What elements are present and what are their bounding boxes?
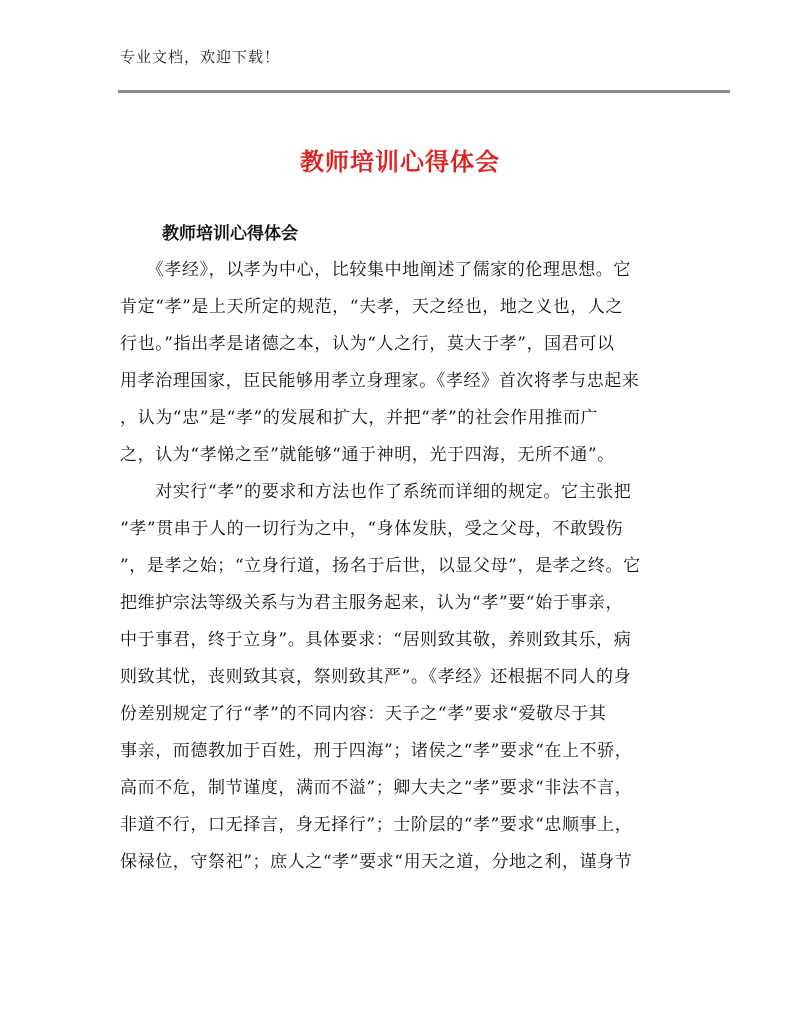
body-line: 事亲，而德教加于百姓，刑于四海”；诸侯之“孝”要求“在上不骄，: [120, 741, 633, 761]
header-text: 专业文档，欢迎下载！: [120, 48, 281, 66]
body-line: ，认为“忠”是“孝”的发展和扩大，并把“孝”的社会作用推而广: [120, 408, 599, 428]
body-line: 把维护宗法等级关系与为君主服务起来，认为“孝”要“始于事亲，: [120, 593, 624, 613]
header-divider: [118, 90, 730, 93]
body-line: 保禄位，守祭祀”；庶人之“孝”要求“用天之道，分地之利，谨身节: [120, 852, 633, 872]
body-line: 行也。”指出孝是诸德之本，认为“人之行，莫大于孝”，国君可以: [120, 334, 615, 354]
body-line: 非道不行，口无择言，身无择行”；士阶层的“孝”要求“忠顺事上，: [120, 815, 633, 835]
body-line: 高而不危，制节谨度，满而不溢”；卿大夫之“孝”要求“非法不言，: [120, 778, 633, 798]
body-line: 之，认为“孝悌之至”就能够“通于神明，光于四海，无所不通”。: [120, 445, 615, 465]
body-line: “孝”贯串于人的一切行为之中，“身体发肤，受之父母，不敢毁伤: [120, 519, 624, 539]
body-line: 对实行“孝”的要求和方法也作了系统而详细的规定。它主张把: [120, 482, 632, 502]
body-line: 《孝经》，以孝为中心，比较集中地阐述了儒家的伦理思想。它: [120, 260, 631, 280]
body-line: 中于事君，终于立身”。具体要求：“居则致其敬，养则致其乐，病: [120, 630, 632, 650]
body-line: ”，是孝之始；“立身行道，扬名于后世，以显父母”，是孝之终。它: [120, 556, 641, 576]
body-line: 则致其忧，丧则致其哀，祭则致其严”。《孝经》还根据不同人的身: [120, 667, 632, 687]
body-line: 肯定“孝”是上天所定的规范，“夫孝，天之经也，地之义也，人之: [120, 297, 624, 317]
body-line: 份差别规定了行“孝”的不同内容：天子之“孝”要求“爱敬尽于其: [120, 704, 607, 724]
document-title: 教师培训心得体会: [300, 148, 500, 176]
document-subtitle: 教师培训心得体会: [162, 224, 298, 244]
body-line: 用孝治理国家，臣民能够用孝立身理家。《孝经》首次将孝与忠起来: [120, 371, 640, 391]
